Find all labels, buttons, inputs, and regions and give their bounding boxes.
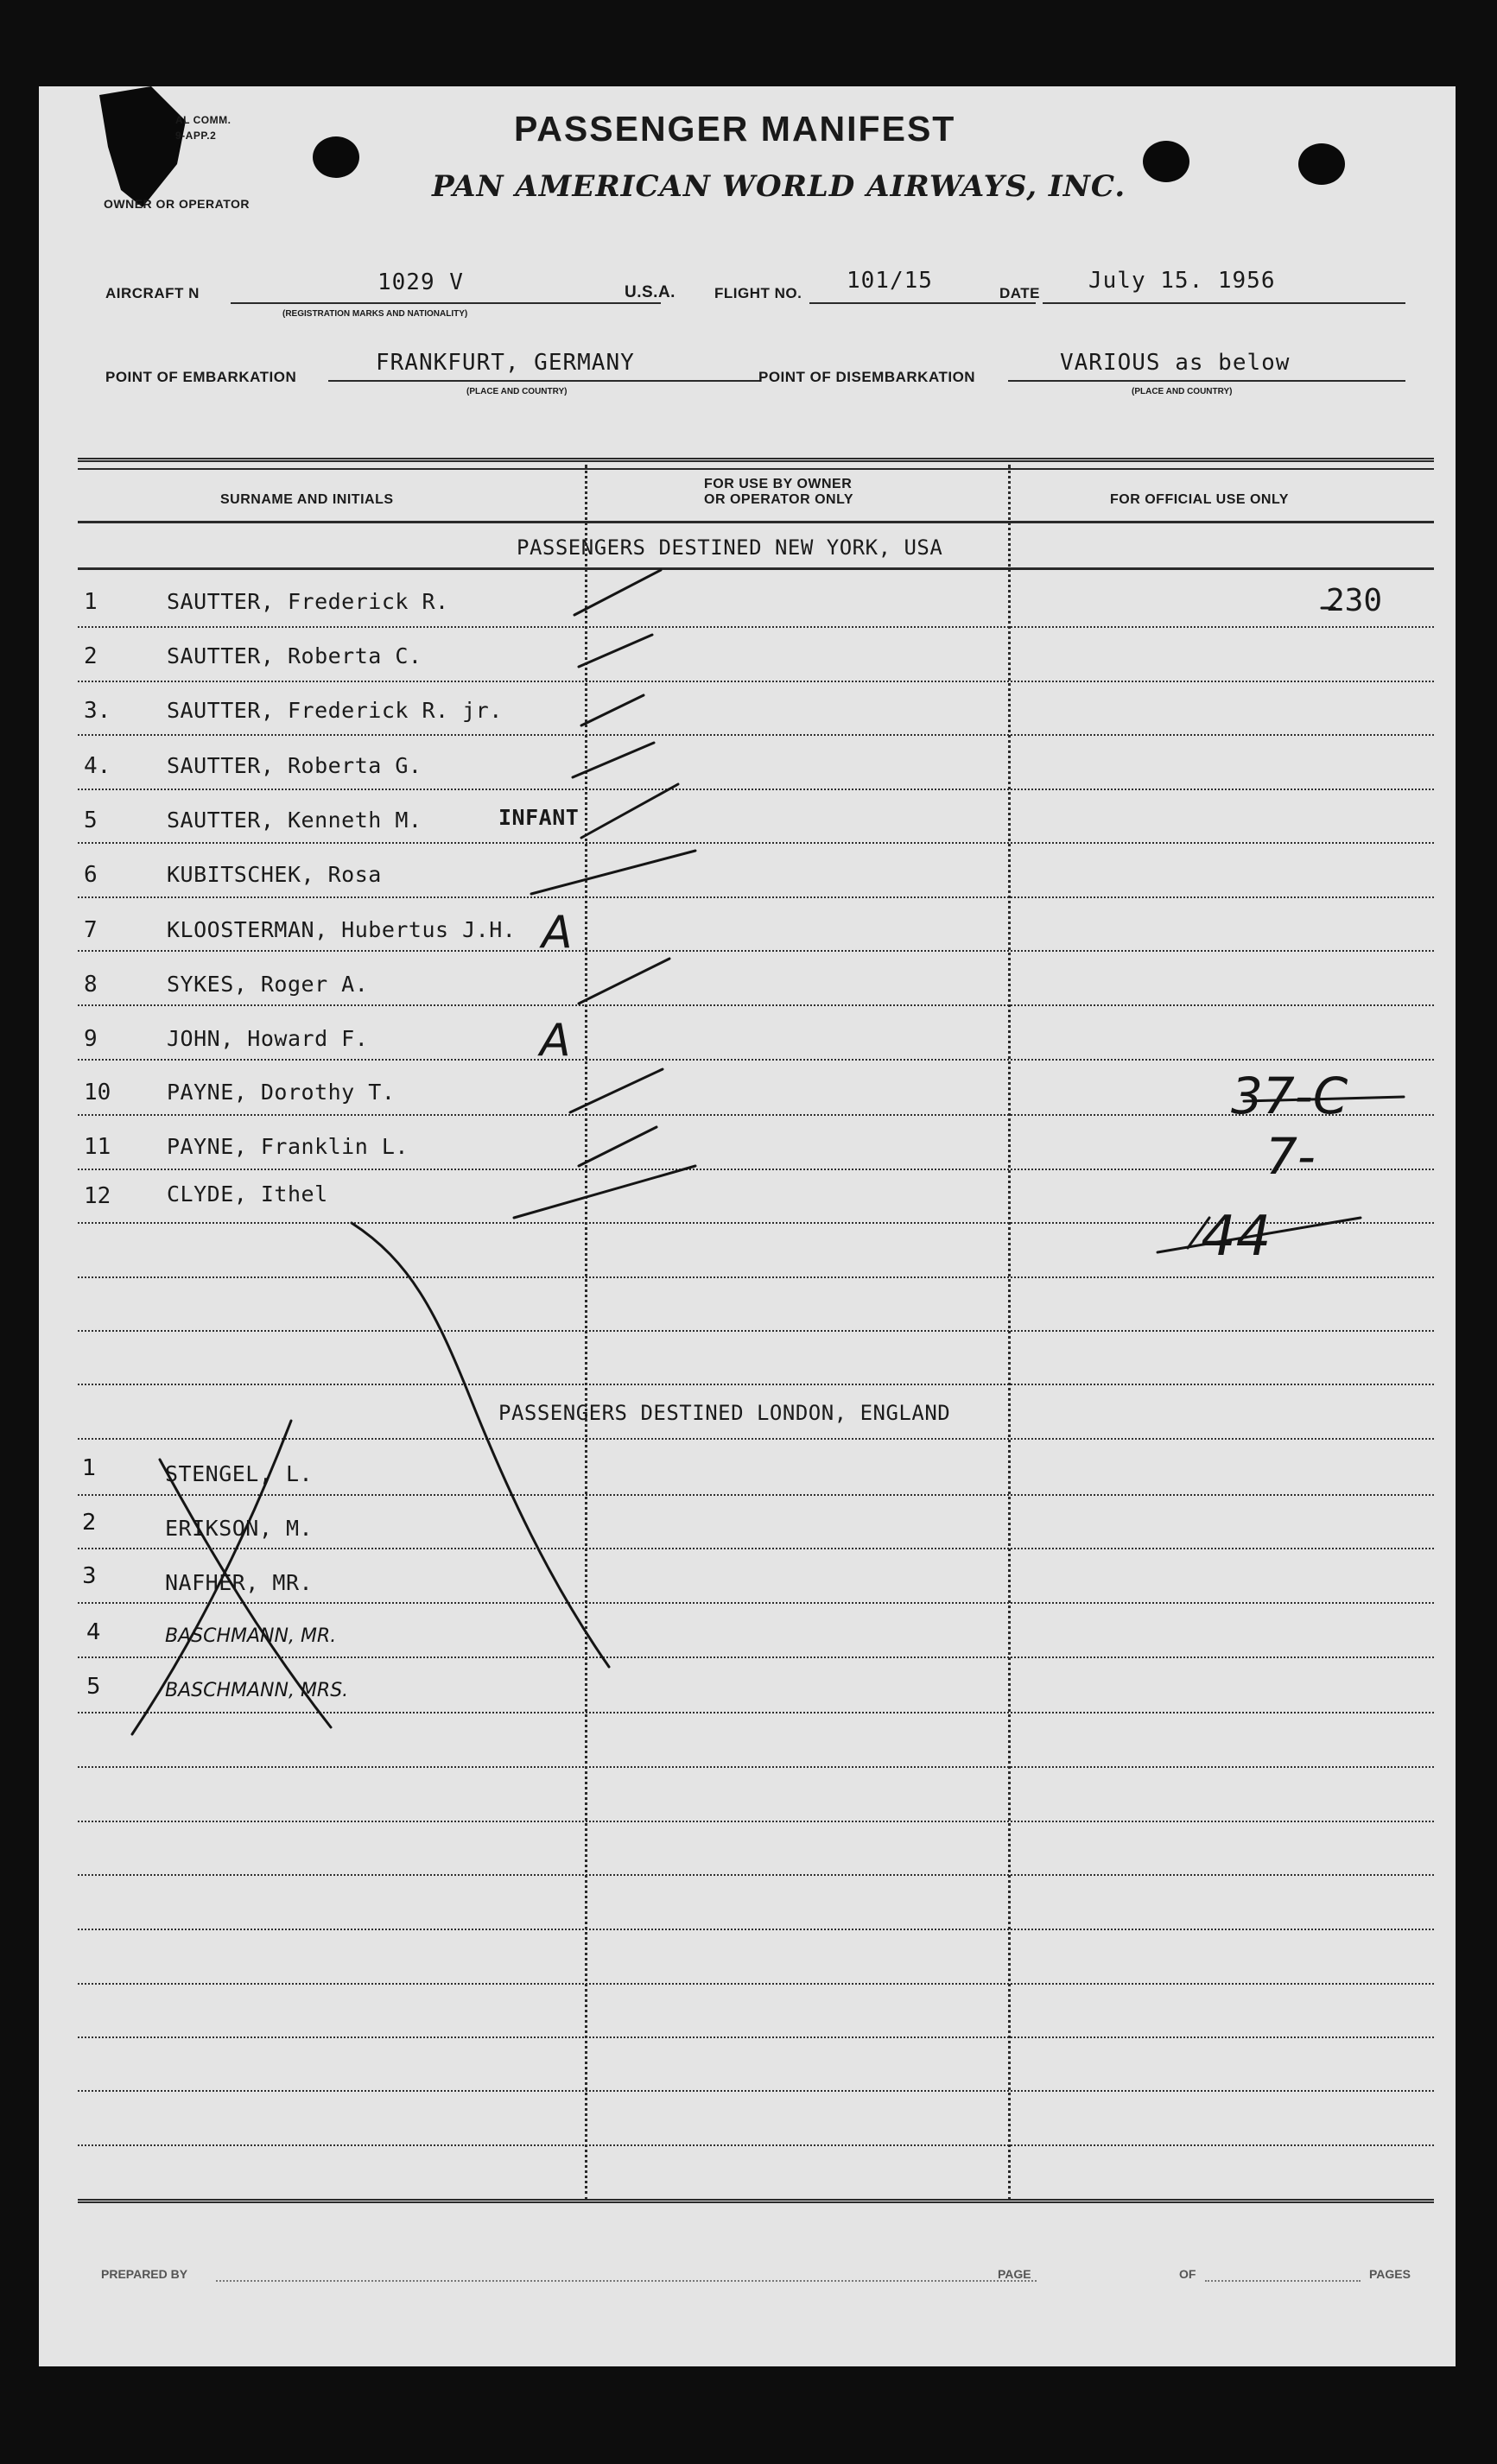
row-number: 3. <box>84 698 111 724</box>
mark-a-row9: A <box>540 1015 571 1067</box>
passenger-name: NAFHER, MR. <box>165 1570 314 1595</box>
row-number: 6 <box>84 862 98 888</box>
prepared-by-label: PREPARED BY <box>101 2267 188 2281</box>
embark-label: POINT OF EMBARKATION <box>105 369 297 385</box>
flight-label: FLIGHT NO. <box>714 285 802 301</box>
col-header-owner-2: OR OPERATOR ONLY <box>704 492 854 507</box>
passenger-name: CLYDE, Ithel <box>167 1181 328 1207</box>
owner-label: OWNER OR OPERATOR <box>104 197 250 211</box>
passenger-name: PAYNE, Dorothy T. <box>167 1080 396 1105</box>
passenger-name: SAUTTER, Roberta C. <box>167 643 422 668</box>
row-number: 7 <box>84 917 98 943</box>
official-tally-2: 7- <box>1265 1127 1316 1186</box>
disembark-value: VARIOUS as below <box>1060 350 1291 376</box>
embark-sub: (PLACE AND COUNTRY) <box>466 387 568 396</box>
section-heading-london: PASSENGERS DESTINED LONDON, ENGLAND <box>498 1401 951 1425</box>
embark-value: FRANKFURT, GERMANY <box>376 350 635 376</box>
row-number: 12 <box>84 1183 111 1209</box>
pages-label: PAGES <box>1369 2267 1411 2281</box>
passenger-name: SAUTTER, Roberta G. <box>167 753 422 778</box>
section-heading-ny: PASSENGERS DESTINED NEW YORK, USA <box>517 535 943 560</box>
row-number: 4 <box>86 1619 101 1645</box>
row-number: 1 <box>82 1455 97 1481</box>
manifest-page <box>39 86 1456 2366</box>
usa-label: U.S.A. <box>625 283 676 301</box>
col-header-surname: SURNAME AND INITIALS <box>220 492 394 507</box>
passenger-name: KUBITSCHEK, Rosa <box>167 862 382 887</box>
row-number: 5 <box>86 1674 101 1700</box>
disembark-label: POINT OF DISEMBARKATION <box>758 369 976 385</box>
aircraft-sub: (REGISTRATION MARKS AND NATIONALITY) <box>282 309 468 319</box>
row-number: 11 <box>84 1134 111 1160</box>
passenger-name: PAYNE, Franklin L. <box>167 1134 409 1159</box>
mark-a-row7: A <box>542 907 573 959</box>
airline-name: PAN AMERICAN WORLD AIRWAYS, INC. <box>432 169 1126 204</box>
page-label: PAGE <box>998 2267 1031 2281</box>
row-number: 4. <box>84 753 111 779</box>
passenger-name: KLOOSTERMAN, Hubertus J.H. <box>167 917 517 942</box>
aircraft-value: 1029 V <box>377 269 464 295</box>
row-number: 9 <box>84 1026 98 1052</box>
row-number: 3 <box>82 1563 97 1589</box>
row-number: 1 <box>84 589 98 615</box>
passenger-name: BASCHMANN, MR. <box>165 1625 337 1647</box>
form-ref-line1: AL COMM. <box>175 114 232 126</box>
flight-value: 101/15 <box>847 268 933 294</box>
passenger-name: STENGEL, L. <box>165 1461 314 1486</box>
official-tally-total: 44 <box>1201 1205 1272 1269</box>
passenger-note: INFANT <box>498 805 580 830</box>
col-header-official: FOR OFFICIAL USE ONLY <box>1110 492 1289 507</box>
passenger-name: JOHN, Howard F. <box>167 1026 369 1051</box>
passenger-name: BASCHMANN, MRS. <box>165 1680 349 1701</box>
aircraft-label: AIRCRAFT N <box>105 285 200 301</box>
form-ref-line2: 9-APP.2 <box>175 130 217 142</box>
disembark-sub: (PLACE AND COUNTRY) <box>1132 387 1233 396</box>
official-tally-1: 37-C <box>1231 1067 1348 1125</box>
passenger-name: ERIKSON, M. <box>165 1516 314 1541</box>
page-title: PASSENGER MANIFEST <box>514 109 956 149</box>
handwritten-checkmarks <box>39 86 1456 2366</box>
passenger-name: SAUTTER, Frederick R. <box>167 589 449 614</box>
passenger-name: SYKES, Roger A. <box>167 972 369 997</box>
date-label: DATE <box>999 285 1041 301</box>
row-number: 2 <box>82 1510 97 1536</box>
row-number: 2 <box>84 643 98 669</box>
date-value: July 15. 1956 <box>1088 268 1276 294</box>
passenger-name: SAUTTER, Kenneth M. <box>167 808 422 833</box>
row-number: 10 <box>84 1080 111 1105</box>
col-header-owner-1: FOR USE BY OWNER <box>704 477 853 491</box>
row-number: 5 <box>84 808 98 833</box>
official-number: 230 <box>1326 583 1383 618</box>
of-label: OF <box>1179 2267 1196 2281</box>
passenger-name: SAUTTER, Frederick R. jr. <box>167 698 503 723</box>
row-number: 8 <box>84 972 98 998</box>
